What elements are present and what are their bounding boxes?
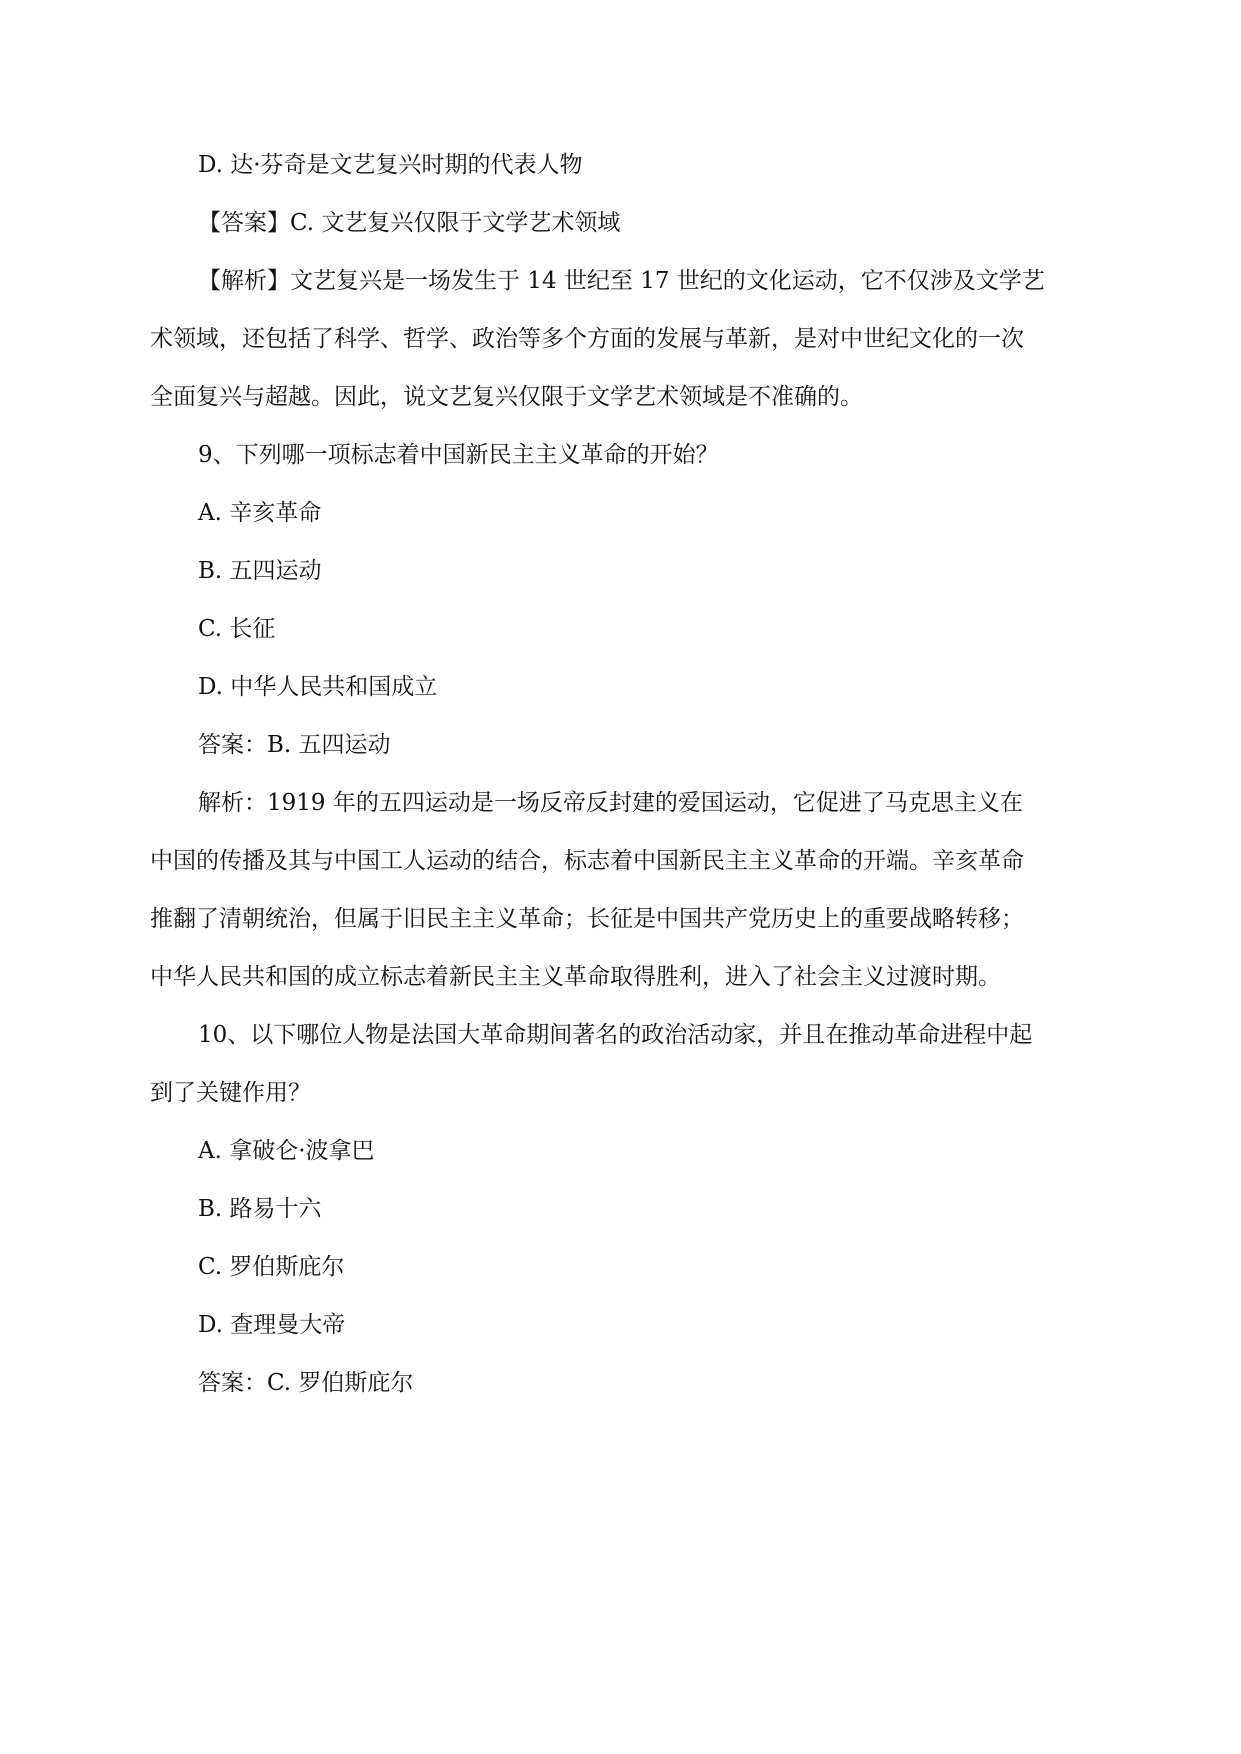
analysis-q8-line-2: 术领域，还包括了科学、哲学、政治等多个方面的发展与革新，是对中世纪文化的一次 (150, 326, 1024, 352)
analysis-q9-line-3: 推翻了清朝统治，但属于旧民主主义革命；长征是中国共产党历史上的重要战略转移； (150, 906, 1024, 932)
option-c-q9: C. 长征 (198, 616, 276, 642)
question-9: 9、下列哪一项标志着中国新民主主义革命的开始？ (198, 442, 719, 468)
option-c-q10: C. 罗伯斯庇尔 (198, 1254, 345, 1280)
question-10-line-2: 到了关键作用？ (150, 1080, 311, 1106)
option-b-q10: B. 路易十六 (198, 1196, 322, 1222)
analysis-q8-line-1: 【解析】文艺复兴是一场发生于 14 世纪至 17 世纪的文化运动，它不仅涉及文学艺 (198, 268, 1045, 294)
option-d-q10: D. 查理曼大帝 (198, 1312, 346, 1338)
analysis-q8-line-3: 全面复兴与超越。因此，说文艺复兴仅限于文学艺术领域是不准确的。 (150, 384, 863, 410)
option-b-q9: B. 五四运动 (198, 558, 322, 584)
option-a-q10: A. 拿破仑·波拿巴 (198, 1138, 375, 1164)
analysis-q9-line-1: 解析：1919 年的五四运动是一场反帝反封建的爱国运动，它促进了马克思主义在 (198, 790, 1023, 816)
analysis-q9-line-2: 中国的传播及其与中国工人运动的结合，标志着中国新民主主义革命的开端。辛亥革命 (150, 848, 1024, 874)
question-10-line-1: 10、以下哪位人物是法国大革命期间著名的政治活动家，并且在推动革命进程中起 (198, 1022, 1033, 1048)
option-d-q9: D. 中华人民共和国成立 (198, 674, 438, 700)
answer-q9: 答案：B. 五四运动 (198, 732, 391, 758)
answer-q8: 【答案】C. 文艺复兴仅限于文学艺术领域 (198, 210, 621, 236)
option-d-q8: D. 达·芬奇是文艺复兴时期的代表人物 (198, 152, 583, 178)
answer-q10: 答案：C. 罗伯斯庇尔 (198, 1370, 414, 1396)
option-a-q9: A. 辛亥革命 (198, 500, 322, 526)
analysis-q9-line-4: 中华人民共和国的成立标志着新民主主义革命取得胜利，进入了社会主义过渡时期。 (150, 964, 1001, 990)
